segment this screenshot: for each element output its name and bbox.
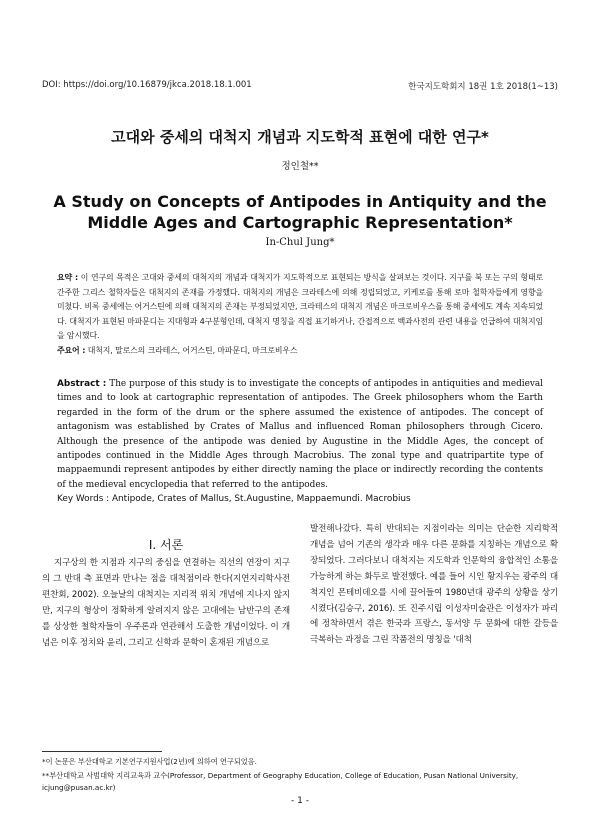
doi: DOI: https://doi.org/10.16879/jkca.2018.18.1.001 — [42, 80, 252, 90]
english-author: In-Chul Jung* — [265, 237, 335, 248]
english-title-line2: Middle Ages and Cartographic Representation* — [87, 213, 513, 232]
english-keywords-text: Antipode, Crates of Mallus, St.Augustine, Mappaemundi. Macrobius — [109, 494, 411, 505]
abstract-text: The purpose of this study is to investigate the concepts of antipodes in antiquities and medieval times and to look at cartographic representation of antipodes. The Greek philosophers whom the Earth regarded in the form of the drum or the sphere assumed the existence of antipodes. The concept of antagonism was established by Crates of Mallus and influenced Roman philosophers through Cicero. Although the presence of the antipode was denied by Augustine in the Middle Ages, the concept of antipodes continued in the Middle Ages through Macrobius. The zonal type and quatripartite type of mappaemundi represent antipodes by either directly naming the place or indirectly recording the contents of the medieval encyclopedia that referred to the antipodes. — [57, 379, 543, 490]
english-abstract — [57, 377, 543, 507]
footnote-2: **부산대학교 사범대학 지리교육과 교수(Professor, Department of Geography Education, College of Education, Pusan National University, icjung@pusan.ac.kr) — [42, 771, 519, 792]
english-title-line1: A Study on Concepts of Antipodes in Antiquity and the — [53, 192, 547, 211]
footnote-1: *이 논문은 부산대학교 기본연구지원사업(2년)에 의하여 연구되었음. — [42, 757, 257, 766]
korean-keywords — [57, 344, 543, 359]
korean-title: 고대와 중세의 대척지 개념과 지도학적 표현에 대한 연구* — [111, 128, 489, 146]
summary-paragraph — [57, 271, 543, 344]
abstract-label: Abstract : — [57, 379, 107, 389]
body-right-column: 발전해나갔다. 특히 반대되는 지점이라는 의미는 단순한 지리학적 개념을 넘어 기존의 생각과 매우 다른 문화를 지칭하는 개념으로 확장되었다. 그러다보니 대척지는 지도학과 인문학의 융합적인 소통을 가능하게 하는 화두로 발전했다. 예를 들어 시인 황지우는 광주의 대척지인 몬테비데오를 시에 끌어들여 1980년대 광주의 상황을 상기시켰다(김승구, 2016). 또 진주시립 이성자미술관은 이성자가 파리에 정착하면서 겪은 한국과 프랑스, 동서양 두 문화에 대한 갈등을 극복하는 과정을 그린 작품전의 명칭을 '대척 — [310, 524, 558, 646]
summary-label: 요약 : — [57, 273, 79, 282]
journal-citation: 한국지도학회지 18권 1호 2018(1~13) — [408, 82, 558, 92]
english-keywords — [57, 492, 543, 506]
abstract-paragraph — [57, 377, 543, 492]
section-heading: I. 서론 — [148, 538, 184, 552]
body-left-column: 지구상의 한 지점과 지구의 중심을 연결하는 직선의 연장이 지구의 그 반대 측 표면과 만나는 점을 대척점이라 한다(지연지리학사전편찬회, 2002). 오늘날의 대척지는 지리적 위치 개념에 지나지 않지만, 지구의 형상이 정확하게 알려지지 않은 고대에는 남반구의 존재를 상상한 철학자들이 우주론과 연관해서 도출한 개념이었다. 이 개념은 이후 정치와 윤리, 그리고 신학과 문학이 혼재된 개념으로 — [42, 558, 290, 648]
footnote-divider — [42, 751, 162, 752]
summary-text: 이 연구의 목적은 고대와 중세의 대척지의 개념과 대척지가 지도학적으로 표현되는 방식을 살펴보는 것이다. 지구를 북 또는 구의 형태로 간주한 그리스 철학자들은 대척지의 존재를 가정했다. 대척지의 개념은 크라테스에 의해 정립되었고, 키케로를 통해 로마 철학자들에게 영향을 미쳤다. 비록 중세에는 어거스틴에 의해 대척지의 존재는 부정되었지만, 크라테스의 대척지 개념은 마크로비우스를 통해 중세에도 계속 지속되었다. 대척지가 표현된 마파문디는 지대형과 4구분형인데, 대척지 명칭을 직접 표기하거나, 간접적으로 백과사전의 관련 내용을 언급하여 대척지임을 암시했다. — [57, 273, 543, 341]
english-title — [0, 191, 600, 233]
korean-summary — [57, 271, 543, 359]
korean-keywords-label: 주요어 : — [57, 345, 86, 355]
english-keywords-label: Key Words : — [57, 494, 110, 505]
korean-author: 정인철** — [281, 161, 319, 172]
page-number: - 1 - — [291, 796, 309, 806]
korean-keywords-text: 대척지, 말로스의 크라테스, 어거스틴, 마파문디, 마크로비우스 — [85, 345, 298, 355]
